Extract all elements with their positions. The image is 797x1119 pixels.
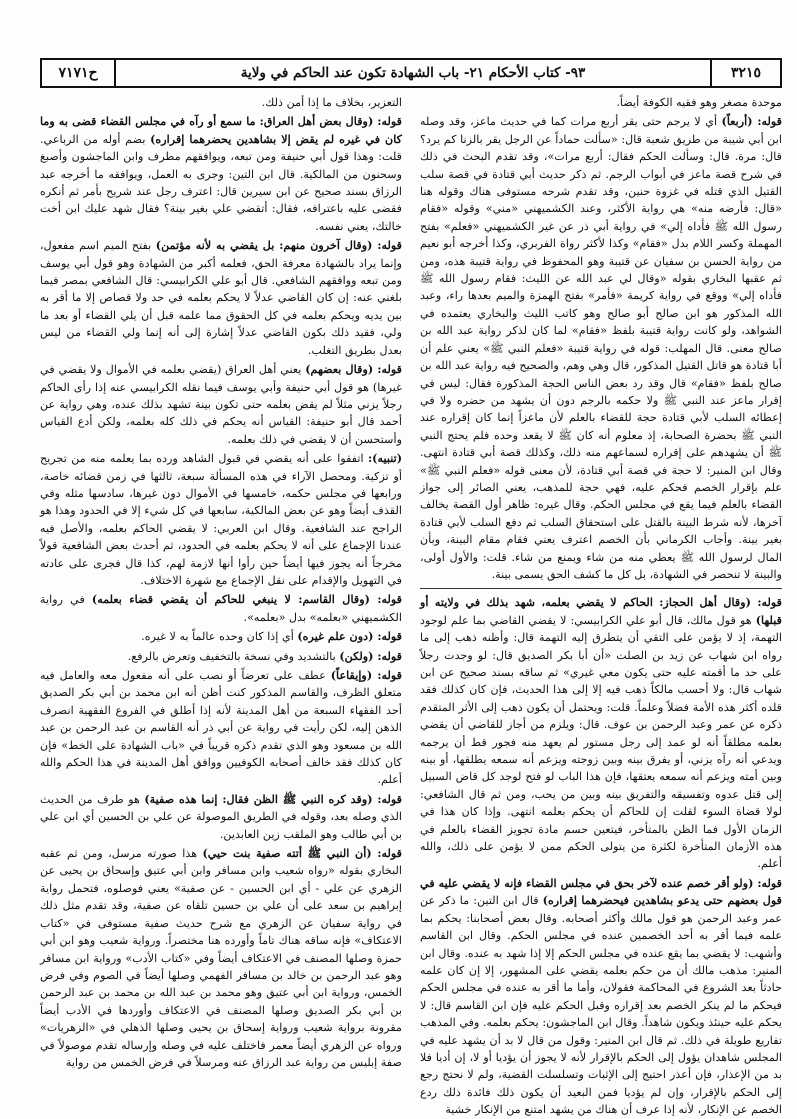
paragraph-text: هو طرف من الحديث الذي وصله بعد، وقوله في الطريق الموصولة عن علي بن الحسين أي ابن علي بن أبي طالب وهو الملقب زين العابدين.	[40, 792, 402, 841]
section-divider	[420, 588, 782, 589]
paragraph-heading: قوله: (أربعاً)	[721, 114, 782, 129]
paragraph-text: في رواية الكشميهني «بعلمه» بدل «بعلمه».	[40, 593, 402, 624]
paragraph-text: أي إذا كان وحده عالماً به لا غيره.	[141, 630, 298, 644]
paragraph	[40, 845, 402, 1071]
paragraph-text: عطف على تعرضاً أو نصب على أنه مفعول معه والعامل فيه متعلق الظرف، والقاسم المذكور كنت أظن أنه ابن محمد بن أبي بكر الصديق أحد الفقهاء السبعة من أهل المدينة لأنه إذا أطلق في الفروع الفقهية انصرف الذهن إليه، لكن رأيت في رواية عن أبي ذر أنه القاسم بن عبد الرحمن بن عبد الله بن مسعود وهو الذي تقدم ذكره قريباً في «باب الشهادة على الخط» فإن كان كذلك فقد خالف أصحابه الكوفيين ووافق أهل المدينة في هذا الحكم والله أعلم.	[40, 669, 402, 787]
paragraph	[40, 791, 402, 843]
paragraph-heading: قوله: (وقال أهل الحجاز: الحاكم لا يقضي بعلمه، شهد بذلك في ولايته أو قبلها)	[420, 595, 782, 627]
text-columns	[40, 94, 783, 1117]
paragraph	[420, 594, 782, 873]
paragraph	[420, 94, 782, 111]
paragraph	[40, 591, 402, 626]
paragraph-text: بالتشديد وفي نسخة بالتخفيف وتعرض بالرفع.	[127, 649, 340, 663]
hadith-number: ح٧١٧١	[58, 65, 98, 81]
running-title: ٩٣- كتاب الأحكام ٢١- باب الشهادة تكون عند الحاكم في ولاية	[114, 60, 710, 86]
right-column	[420, 94, 783, 1117]
paragraph	[40, 667, 402, 789]
paragraph-text: يعني أهل العراق (يقضي بعلمه في الأموال ولا يقضي في غيرها) هو قول أبي حنيفة وأبي يوسف فيما نقله الكرابيسي عنه إذا رأى الحاكم رجلاً يزني مثلاً لم يقض بعلمه حتى تكون بينة تشهد بذلك عنده، وهي رواية عن أحمد قال أبو حنيفة: القياس أنه يحكم في ذلك كله بعلمه، ولكن أدع القياس وأستحسن أن لا يقضي في ذلك بعلمه.	[40, 363, 402, 446]
paragraph-text: موحدة مصغر وهو فقيه الكوفة أيضاً.	[616, 96, 782, 109]
paragraph-heading: قوله: (وقد كره النبي ﷺ الظن فقال: إنما هذه صفية)	[144, 791, 403, 806]
left-column	[40, 94, 402, 1106]
paragraph-text: هذا صورته مرسل، ومن ثم عقبه البخاري بقوله «رواه شعيب وابن مسافر وابن أبي عتيق وإسحاق بن يحيى عن الزهري عن علي - أي ابن الحسين - عن صفية» يعني فوصلوه، فتحمل رواية إبراهيم بن سعد على أن علي بن حسين تلقاه عن صفية، وقد تقدم مثل ذلك في رواية سفيان عن الزهري مع شرح حديث صفية مستوفى في «كتاب الاعتكاف» فإنه ساقه هناك تاماً وأورده هنا مختصراً. ورواية شعيب وهو ابن أبي حمزة وصلها المصنف في الاعتكاف أيضاً وفي «كتاب الأدب» ورواية ابن مسافر وهو عبد الرحمن بن خالد بن مسافر الفهمي وصلها أيضاً في الصوم وفي فرض الخمس، ورواية ابن أبي عتيق وهو محمد بن عبد الله بن محمد بن عبد الرحمن بن أبي بكر الصديق وصلها المصنف في الاعتكاف وأوردها في الأدب أيضاً مقرونة برواية شعيب ورواية إسحاق بن يحيى وصلها الذهلي في «الزهريات» ورواه عن الزهري أيضاً معمر فاختلف عليه في وصله وإرساله تقدم موصولاً في صفة إبليس من رواية عبد الرزاق عنه ومرسلاً في فرض الخمس من رواية	[40, 847, 402, 1069]
paragraph-heading: قوله: (وقال بعضهم)	[305, 362, 402, 377]
paragraph-heading: قوله: (وقال القاسم: لا ينبغي للحاكم أن يقضي قضاء بعلمه)	[91, 592, 402, 607]
paragraph	[420, 875, 782, 1119]
paragraph-heading: قوله: (وقال بعض أهل العراق: ما سمع أو رآه في مجلس القضاء قضى به وما كان في غيره لم يقض إلا بشاهدين يحضرهما إقراره)	[40, 114, 402, 146]
paragraph-text: اتفقوا على أنه يقضي في قبول الشاهد ورده بما يعلمه منه من تجريح أو تزكية. ومحصل الآراء في هذه المسألة سبعة، ثالثها في زمن قضائه خاصة، ورابعها في مجلس حكمه، خامسها في الأموال دون غيرها، سادسها مثله وفي القذف أيضاً وهو عن بعض المالكية، سابعها في كل شيء إلا في الحدود وهذا هو الراجح عند الشافعية. وقال ابن العربي: لا يقضي الحاكم بعلمه، والأصل فيه عندنا الإجماع على أنه لا يحكم بعلمه في الحدود، ثم أحدث بعض الشافعية قولاً مخرجاً أنه يجوز فيها أيضاً حين رأوا أنها لازمة لهم، كذا قال فجرى على عادته في التهويل والإقدام على نقل الإجماع مع شهرة الاختلاف.	[40, 452, 402, 587]
paragraph	[40, 450, 402, 589]
paragraph	[40, 94, 402, 111]
paragraph	[40, 237, 402, 359]
paragraph-heading: قوله: (ولكن)	[339, 648, 402, 663]
paragraph-text: أي لا يرجم حتى يقر أربع مرات كما في حديث ماعز، وقد وصله ابن أبي شيبة من طريق شعبة قال: «سألت حماداً عن الرجل يقر بالزنا كم يرد؟ قال: مرة. قال: وسألت الحكم فقال: أربع مرات»، وقد تقدم البحث في ذلك في شرح قصة ماعز في أبواب الرجم. ثم ذكر حديث أبي قتادة في قصة سلب القتيل الذي قتله في غزوة حنين، وقد تقدم شرحه مستوفى هناك وقوله هنا «قال: فأرضه منه» هي رواية الأكثر، وعند الكشميهني «مني» وقوله «فقام رسول الله ﷺ فأداه إلي» في رواية أبي ذر عن غير الكشميهني «فعلم» بفتح المهملة وكسر اللام بدل «فقام» وكذا لأكثر رواة الفربري، وكذا أخرجه أبو نعيم من رواية الحسن بن سفيان عن قتيبة وهو المحفوظ في رواية قتيبة هذه، ومن ثم عقبها البخاري بقوله «وقال لي عبد الله عن الليث: فقام رسول الله ﷺ فأداه إلي» ووقع في رواية كريمة «فأمر» بفتح الهمزة والميم بعدها راء، وعبد الله المذكور هو ابن صالح أبو صالح وهو كاتب الليث والبخاري يعتمده في الشواهد، ولو كانت رواية قتيبة بلفظ «فقام» لما كان لذكر رواية عبد الله بن صالح معنى. قال المهلب: قوله في رواية قتيبة «فعلم النبي ﷺ» يعني علم أن أبا قتادة هو قاتل القتيل المذكور، قال وهي وهم، والصحيح فيه رواية عبد الله بن صالح بلفظ «فقام» قال وقد رد بعض الناس الحجة المذكورة فقال: ليس في إقرار ماعز عند النبي ﷺ ولا حكمه بالرجم دون أن يشهد من حضره ولا في إعطائه السلب لأبي قتادة حجة للقضاء بالعلم لأن ماعزاً إنما كان إقراره عند النبي ﷺ بحضرة الصحابة، إذ معلوم أنه كان ﷺ لا يقعد وحده فلم يحتج النبي ﷺ أن يشهدهم على إقراره لسماعهم منه ذلك، وكذلك قصة أبي قتادة انتهى. وقال ابن المنير: لا حجة في قصة أبي قتادة، لأن معنى قوله «فعلم النبي ﷺ» علم بإقرار الخصم فحكم عليه، فهي حجة للمذهب، يعني الصائر إلى جواز القضاء بالعلم فيما يقع في مجلس الحكم. وقال غيره: ظاهر أول القصة يخالف آخرها، لأنه شرط البينة بالقتل على استحقاق السلب ثم دفع السلب لأبي قتادة بغير بينة. وأجاب الكرماني بأن الخصم اعترف يعني فقام مقام البينة، وبأن المال لرسول الله ﷺ يعطي منه من شاء ويمنع من شاء. قلت: والأول أولى، والبينة لا تنحصر في الشهادة، بل كل ما كشف الحق يسمى بينة.	[420, 115, 782, 581]
paragraph-heading: قوله: (وقال آخرون منهم: بل يقضي به لأنه مؤتمن)	[155, 238, 402, 253]
paragraph	[40, 113, 402, 235]
paragraph-text: التعزير، بخلاف ما إذا أمن ذلك.	[261, 96, 402, 109]
paragraph-heading: قوله: (ولو أقر خصم عنده لآخر بحق في مجلس القضاء فإنه لا يقضي عليه في قول بعضهم حتى يدعو بشاهدين فيحضرهما إقراره)	[420, 875, 783, 908]
paragraph-text: قال ابن التين: ما ذكر عن عمر وعبد الرحمن هو قول مالك وأكثر أصحابه. وقال بعض أصحابنا: يحكم بما علمه فيما أقر به أحد الخصمين عنده في مجلس الحكم. وقال ابن القاسم وأشهب: لا يقضي بما يقع عنده في مجلس الحكم إلا إذا شهد به عنده. وقال ابن المنير: مذهب مالك أن من حكم بعلمه يقضي على المشهور، إلا إن كان علمه حادثاً بعد الشروع في المحاكمة فقولان، وأما ما أقر به عنده في مجلس الحكم فيحكم ما لم ينكر الخصم بعد إقراره وقبل الحكم عليه فإن ابن القاسم قال: لا يحكم عليه حينئذ ويكون شاهداً. وقال ابن الماجشون: يحكم بعلمه. وفي المذهب تفاريع طويلة في ذلك. ثم قال ابن المنير: وقول من قال لا بد أن يشهد عليه في المجلس شاهدان يؤول إلى الحكم بالإقرار لأنه لا يجوز أن يؤديا أو لا، إن أديا فلا بد من الإعذار، فإن أعذر احتيج إلى الإثبات وتسلسلت القضية، ولم لا نحتج رجع إلى الحكم بالإقرار، وإن لم يؤديا فمن البعيد أن يكون ذلك فائدة ذلك ردع الخصم عن الإنكار، لأنه إذا عرف أن هناك من يشهد امتنع من الإنكار خشية	[420, 894, 782, 1117]
paragraph-heading: قوله: (دون علم غيره)	[297, 629, 402, 644]
paragraph	[420, 113, 782, 583]
paragraph	[40, 648, 402, 665]
paragraph-heading: قوله: (وإيقاعاً)	[330, 668, 402, 682]
paragraph-heading: قوله: (أن النبي ﷺ أتته صفية بنت حيي)	[202, 846, 402, 861]
paragraph-text: بضم أوله من الرباعي. قلت: وهذا قول أبي حنيفة ومن تبعه، ويوافقهم مطرف وابن الماجشون وأصبغ وسحنون من المالكية. قال ابن التين: وجرى به العمل، ويوافقه ما أخرجه عبد الرزاق بسند صحيح عن ابن سيرين قال: اعترف رجل عند شريح بأمر ثم أنكره فقضى عليه باعترافه، فقال: أتقضي علي بغير بينة؟ فقال شهد عليك ابن أخت خالتك، يعني نفسه.	[40, 132, 402, 233]
paragraph	[40, 628, 402, 645]
paragraph-text: هو قول مالك، قال أبو علي الكرابيسي: لا يقضي القاضي بما علم لوجود التهمة، إذ لا يؤمن على التقي أن يتطرق إليه التهمة قال: وأظنه ذهب إلى ما رواه ابن شهاب عن زيد بن الصلت «أن أبا بكر الصديق قال: لو وجدت رجلاً على حد ما أقمته عليه حتى يكون معي غيري» ثم ساقه بسند صحيح عن ابن شهاب قال: ولا أحسب مالكاً ذهب فيه إلا إلى هذا الحديث، فإن كان كذلك فقد قلده أكثر هذه الأمة فضلاً وعلماً. قلت: ويحتمل أن يكون ذهب إلى الأثر المتقدم ذكره عن عمر وعبد الرحمن بن عوف. قال: ويلزم من أجاز للقاضي أن يقضي بعلمه مطلقاً أنه لو عمد إلى رجل مستور لم يعهد منه فجور قط أن يرجمه ويدعي أنه رآه يزني، أو يفرق بينه وبين زوجته ويزعم أنه سمعه يطلقها، أو بينه وبين أمته ويزعم أنه سمعه يعتقها، فإن هذا الباب لو فتح لوجد كل قاض السبيل إلى قتل عدوه وتفسيقه والتفريق بينه وبين من يحب، ومن ثم قال الشافعي: لولا قضاة السوء لقلت إن للحاكم أن يحكم بعلمه انتهى. وإذا كان هذا في الزمان الأول فما الظن بالمتأخر، فيتعين حسم مادة تجويز القضاء بالعلم في هذه الأزمان المتأخرة لكثرة من يتولى الحكم ممن لا يؤمن على ذلك، والله أعلم.	[420, 613, 782, 871]
page-number: ٣٢١٥	[710, 60, 780, 86]
page-header	[40, 58, 782, 88]
paragraph-heading: (تنبيه):	[368, 451, 402, 466]
paragraph-text: بفتح الميم اسم مفعول، وإنما يراد بالشهادة معرفة الحق، فعلمه أكبر من الشهادة وهو قول أبي يوسف ومن تبعه ووافقهم الشافعي. قال أبو علي الكرابيسي: قال الشافعي بمصر فيما بلغني عنه: إن كان القاضي عدلاً لا يحكم بعلمه في حد ولا قصاص إلا ما أقر به بين يديه ويحكم بعلمه في كل الحقوق مما علمه قبل أن يلي القضاء أو بعد ما ولي، فقيد ذلك بكون القاضي عدلاً إشارة إلى أنه إنما ولي القضاء من ليس بعدل بطريق التغلب.	[40, 239, 402, 357]
paragraph	[40, 361, 402, 448]
